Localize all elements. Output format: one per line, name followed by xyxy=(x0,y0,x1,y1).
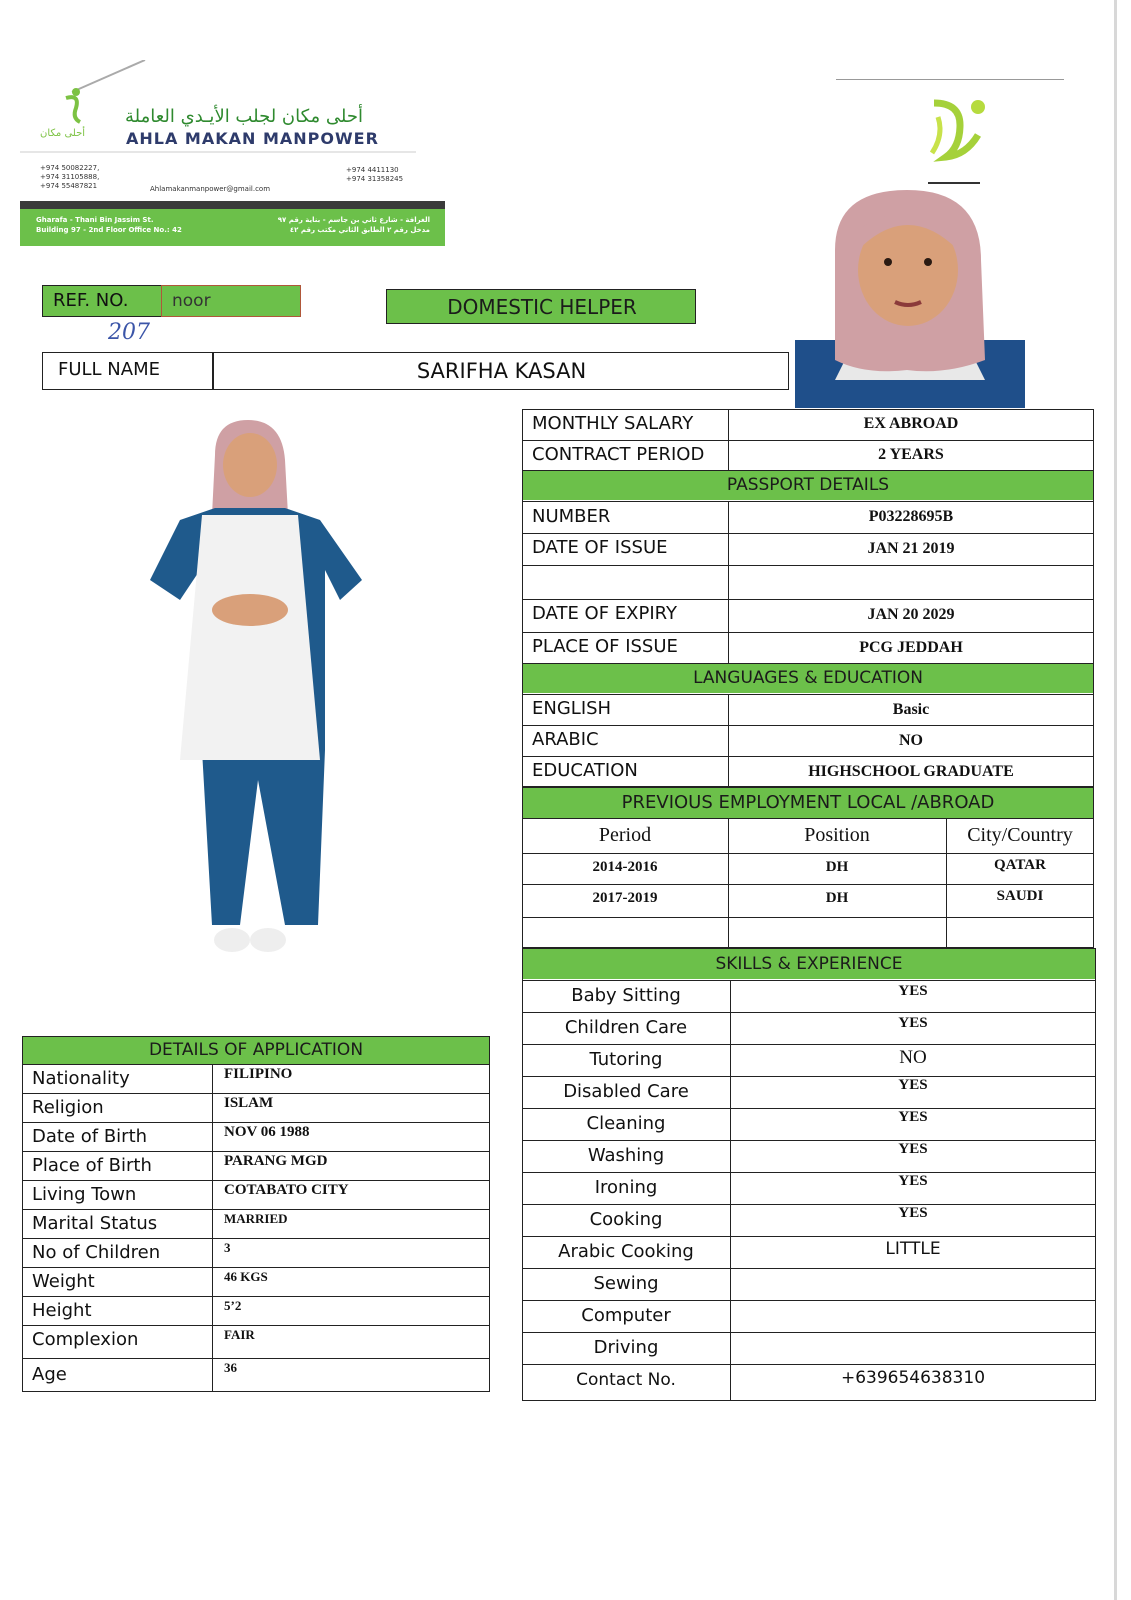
skill-value: YES xyxy=(898,983,928,999)
application-value: PARANG MGD xyxy=(224,1153,328,1169)
phone-1: +974 50082227, xyxy=(40,164,100,172)
english-value: Basic xyxy=(892,701,930,718)
issue-date-label: DATE OF ISSUE xyxy=(532,537,668,558)
application-value: 36 xyxy=(224,1360,237,1375)
contact-label: Contact No. xyxy=(576,1370,676,1390)
full-name-label: FULL NAME xyxy=(58,359,160,380)
skill-label: Disabled Care xyxy=(563,1081,689,1102)
passport-header: PASSPORT DETAILS xyxy=(523,471,1093,500)
employment-table xyxy=(522,787,1094,948)
education-label: EDUCATION xyxy=(532,760,638,781)
address-en-1: Gharafa - Thani Bin Jassim St. xyxy=(36,216,154,224)
application-label: Living Town xyxy=(32,1184,137,1205)
phone-3: +974 55487821 xyxy=(40,182,98,190)
skill-value: YES xyxy=(898,1173,928,1189)
skill-label: Arabic Cooking xyxy=(558,1241,694,1262)
arabic-value: NO xyxy=(899,732,923,749)
issue-date-value: JAN 21 2019 xyxy=(867,540,955,557)
skill-label: Baby Sitting xyxy=(571,985,681,1006)
application-label: Marital Status xyxy=(32,1213,158,1234)
handwritten-ref: 207 xyxy=(108,320,150,345)
info-table-border xyxy=(522,409,1094,787)
top-right-rule xyxy=(836,79,1064,80)
skill-value: YES xyxy=(898,1109,928,1125)
application-label: Height xyxy=(32,1300,92,1321)
phone-4: +974 4411130 xyxy=(346,166,399,174)
skill-value: YES xyxy=(898,1077,928,1093)
skill-label: Cleaning xyxy=(586,1113,666,1134)
skill-value: YES xyxy=(898,1015,928,1031)
col-position: Position xyxy=(804,824,870,846)
expiry-date-label: DATE OF EXPIRY xyxy=(532,603,678,624)
place-of-issue-value: PCG JEDDAH xyxy=(859,639,963,656)
application-label: Date of Birth xyxy=(32,1126,148,1147)
application-value: 46 KGS xyxy=(224,1269,268,1284)
employment-country: SAUDI xyxy=(996,888,1044,904)
company-email: Ahlamakanmanpower@gmail.com xyxy=(150,185,271,193)
address-en-2: Building 97 - 2nd Floor Office No.: 42 xyxy=(36,226,182,234)
contact-value: +639654638310 xyxy=(840,1368,986,1388)
job-title-box xyxy=(386,289,696,324)
logo-dark-bar xyxy=(20,201,445,209)
application-label: Complexion xyxy=(32,1329,139,1350)
skill-label: Ironing xyxy=(594,1177,658,1198)
application-value: NOV 06 1988 xyxy=(224,1124,310,1140)
col-period: Period xyxy=(598,824,652,846)
application-label: Weight xyxy=(32,1271,95,1292)
expiry-date-value: JAN 20 2029 xyxy=(867,606,955,623)
application-value: 5’2 xyxy=(224,1298,242,1313)
passport-number-value: P03228695B xyxy=(868,508,954,525)
skill-value: NO xyxy=(899,1047,927,1068)
address-ar-1: الغرافة - شارع ثاني بن جاسم - بناية رقم ٩٧ xyxy=(277,216,430,224)
english-label: ENGLISH xyxy=(532,698,612,719)
skills-table xyxy=(522,948,1096,1401)
application-value: ISLAM xyxy=(224,1095,274,1111)
education-value: HIGHSCHOOL GRADUATE xyxy=(808,763,1014,780)
employment-country: QATAR xyxy=(994,857,1046,873)
employment-position: DH xyxy=(825,890,849,906)
address-ar-2: مدخل رقم ٢ الطابق الثاني مكتب رقم ٤٢ xyxy=(289,226,430,234)
scan-edge xyxy=(1114,0,1117,1600)
languages-header: LANGUAGES & EDUCATION xyxy=(523,664,1093,693)
skill-label: Sewing xyxy=(593,1273,659,1294)
application-value: COTABATO CITY xyxy=(224,1182,349,1198)
employment-header: PREVIOUS EMPLOYMENT LOCAL /ABROAD xyxy=(523,788,1093,818)
skill-label: Children Care xyxy=(564,1017,688,1038)
monthly-salary-label: MONTHLY SALARY xyxy=(532,413,694,434)
ref-label-box xyxy=(42,285,162,317)
contract-period-label: CONTRACT PERIOD xyxy=(532,444,705,465)
address-bar xyxy=(20,209,445,246)
info-table xyxy=(522,409,1094,787)
skill-value: YES xyxy=(898,1141,928,1157)
passport-number-label: NUMBER xyxy=(532,506,611,527)
phone-2: +974 31105888, xyxy=(40,173,100,181)
skill-label: Tutoring xyxy=(589,1049,663,1070)
application-label: No of Children xyxy=(32,1242,161,1263)
headshot-photo xyxy=(795,190,1025,408)
contract-period-value: 2 YEARS xyxy=(878,446,944,463)
skill-label: Cooking xyxy=(589,1209,663,1230)
application-value: MARRIED xyxy=(224,1211,288,1226)
application-value: FILIPINO xyxy=(224,1066,293,1082)
employment-period: 2014-2016 xyxy=(592,859,658,875)
full-name-label-box xyxy=(42,352,214,390)
application-label: Nationality xyxy=(32,1068,130,1089)
application-label: Religion xyxy=(32,1097,104,1118)
ref-label: REF. NO. xyxy=(53,290,129,311)
company-name-arabic: أحلى مكان لجلب الأيـدي العاملة xyxy=(125,106,363,127)
full-name-value-box xyxy=(212,352,789,390)
col-city-country: City/Country xyxy=(967,824,1073,846)
application-label: Place of Birth xyxy=(32,1155,152,1176)
ref-value: noor xyxy=(172,291,211,311)
place-of-issue-label: PLACE OF ISSUE xyxy=(532,636,678,657)
application-label: Age xyxy=(32,1364,67,1385)
phones-left xyxy=(40,164,99,191)
skill-label: Washing xyxy=(587,1145,665,1166)
employment-position: DH xyxy=(825,859,849,875)
skills-header: SKILLS & EXPERIENCE xyxy=(523,949,1095,979)
logo-mark-icon xyxy=(920,95,1000,190)
employment-period: 2017-2019 xyxy=(592,890,658,906)
skill-label: Computer xyxy=(581,1305,671,1326)
skill-label: Driving xyxy=(593,1337,659,1358)
phones-right xyxy=(346,166,403,184)
phone-5: +974 31358245 xyxy=(346,175,404,183)
skill-value: YES xyxy=(898,1205,928,1221)
application-header: DETAILS OF APPLICATION xyxy=(23,1037,489,1064)
ref-value-box xyxy=(161,285,301,317)
arabic-label: ARABIC xyxy=(532,729,599,750)
full-name-value: SARIFHA KASAN xyxy=(416,359,587,383)
job-title: DOMESTIC HELPER xyxy=(447,295,637,319)
logo-arabic-small: أحلى مكان xyxy=(40,128,86,139)
application-value: FAIR xyxy=(224,1327,255,1342)
application-value: 3 xyxy=(224,1240,231,1255)
full-body-photo xyxy=(140,420,370,980)
application-table xyxy=(22,1036,490,1392)
skill-value: LITTLE xyxy=(885,1239,941,1259)
company-name-english: AHLA MAKAN MANPOWER xyxy=(126,129,379,148)
monthly-salary-value: EX ABROAD xyxy=(863,415,959,432)
